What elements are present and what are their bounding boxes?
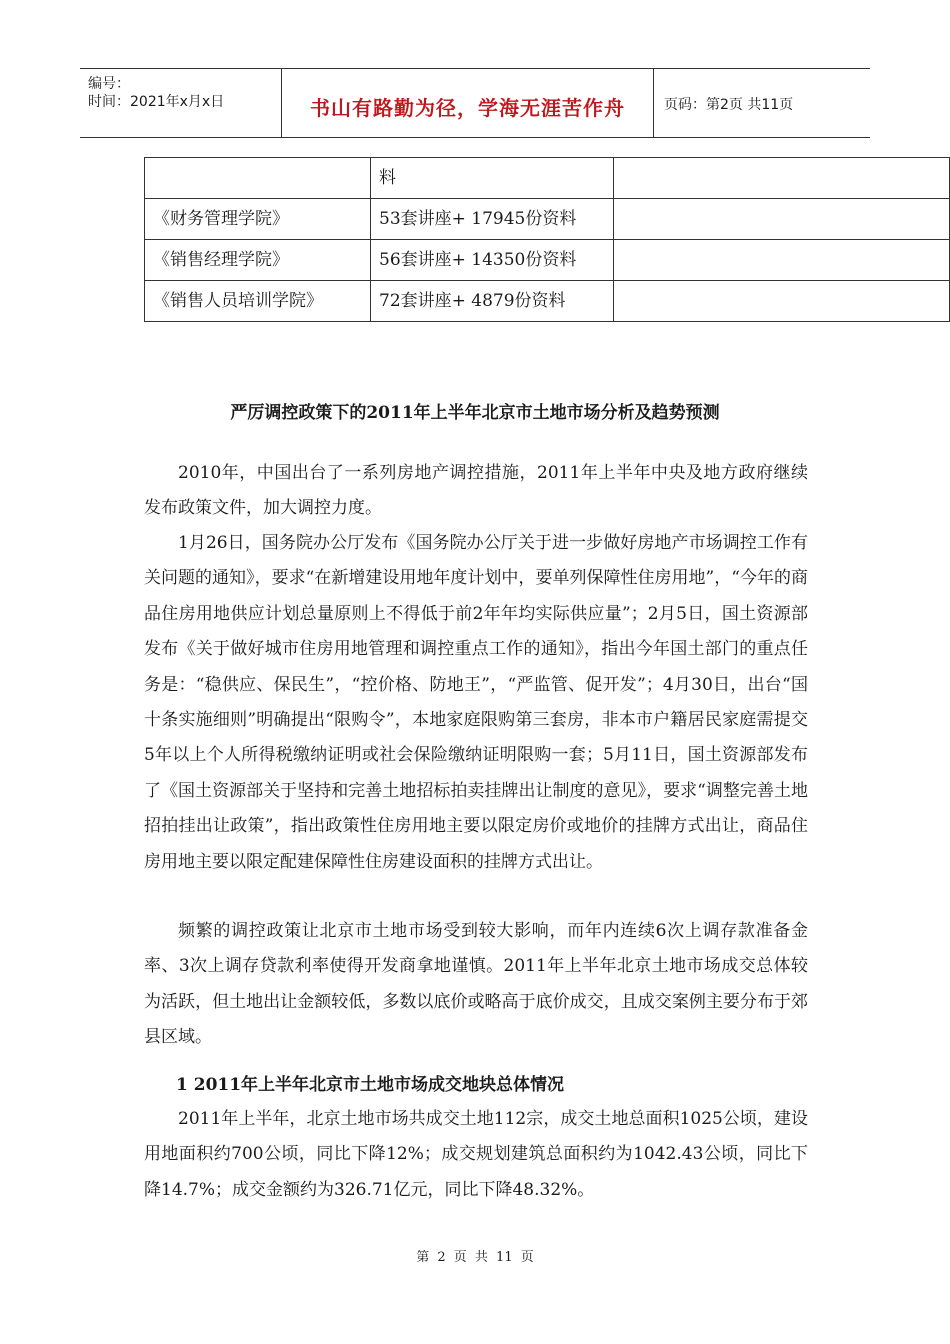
paragraph-policies: 1月26日，国务院办公厅发布《国务院办公厅关于进一步做好房地产市场调控工作有关问题的通知》，要求“在新增建设用地年度计划中，要单列保障性住房用地”，“今年的商品住房用地供应计划总量原则上不得低于前2年年均实际供应量”；2月5日，国土资源部发布《关于做好城市住房用地管理和调控重点工作的通知》，指出今年国土部门的重点任务是：“稳供应、保民生”，“控价格、防地王”，“严监管、促开发”；4月30日，出台“国十条实施细则”明确提出“限购令”，本地家庭限购第三套房，非本市户籍居民家庭需提交5年以上个人所得税缴纳证明或社会保险缴纳证明限购一套；5月11日，国土资源部发布了《国土资源部关于坚持和完善土地招标拍卖挂牌出让制度的意见》，要求“调整完善土地招拍挂出让政策”，指出政策性住房用地主要以限定房价或地价的挂牌方式出让，商品住房用地主要以限定配建保障性住房建设面积的挂牌方式出让。 — [144, 533, 808, 872]
paragraph-statistics: 2011年上半年，北京土地市场共成交土地112宗，成交土地总面积1025公顷，建设用地面积约700公顷，同比下降12%；成交规划建筑总面积约为1042.43公顷，同比下降14.7%；成交金额约为326.71亿元，同比下降48.32%。 — [144, 1109, 808, 1200]
table-row — [145, 240, 950, 281]
table-cell-content: 53套讲座+ 17945份资料 — [371, 199, 614, 240]
table-cell-content: 56套讲座+ 14350份资料 — [371, 240, 614, 281]
header-page-cell — [654, 69, 870, 137]
header-motto-cell — [282, 69, 654, 137]
page-footer: 第 2 页 共 11 页 — [416, 1250, 534, 1265]
table-cell-content: 料 — [371, 158, 614, 199]
resource-table — [144, 157, 950, 322]
table-cell-name: 《销售经理学院》 — [145, 240, 371, 281]
number-label: 编号： — [88, 76, 130, 92]
table-row — [145, 158, 950, 199]
table-cell-name: 《财务管理学院》 — [145, 199, 371, 240]
table-cell-extra — [614, 281, 950, 322]
page-info: 页码：第2页 共11页 — [664, 97, 794, 113]
time-label: 时间：2021年x月x日 — [88, 94, 225, 110]
page-header — [80, 68, 870, 138]
table-row — [145, 199, 950, 240]
table-cell-name — [145, 158, 371, 199]
table-row — [145, 281, 950, 322]
table-cell-name: 《销售人员培训学院》 — [145, 281, 371, 322]
motto-text: 书山有路勤为径，学海无涯苦作舟 — [310, 96, 625, 120]
table-cell-extra — [614, 240, 950, 281]
table-cell-content: 72套讲座+ 4879份资料 — [371, 281, 614, 322]
table-cell-extra — [614, 199, 950, 240]
section-heading: 1 2011年上半年北京市土地市场成交地块总体情况 — [176, 1075, 565, 1095]
paragraph-intro: 2010年，中国出台了一系列房地产调控措施，2011年上半年中央及地方政府继续发布政策文件，加大调控力度。 — [144, 463, 808, 519]
article-title: 严厉调控政策下的2011年上半年北京市土地市场分析及趋势预测 — [230, 403, 720, 423]
paragraph-impact: 频繁的调控政策让北京市土地市场受到较大影响，而年内连续6次上调存款准备金率、3次上调存贷款利率使得开发商拿地谨慎。2011年上半年北京土地市场成交总体较为活跃，但土地出让金额较低，多数以底价或略高于底价成交，且成交案例主要分布于郊县区域。 — [144, 921, 808, 1048]
table-cell-extra — [614, 158, 950, 199]
header-meta — [80, 69, 282, 137]
